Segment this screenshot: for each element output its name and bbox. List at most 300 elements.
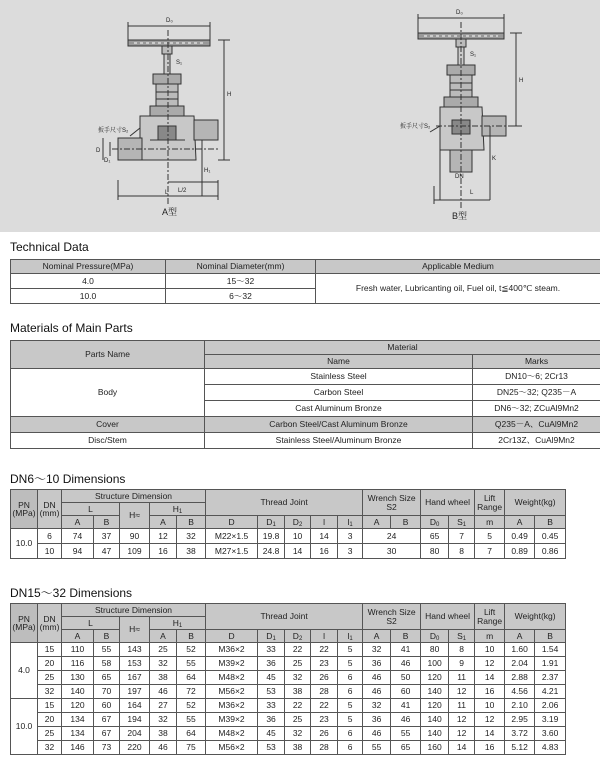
- a-h1-label: H₁: [204, 168, 211, 174]
- table-cell: 167: [120, 671, 150, 685]
- d2-sub: 2: [298, 635, 303, 642]
- d0-sub: 0: [435, 521, 440, 528]
- table-cell: 6: [338, 741, 363, 755]
- table-cell: 140: [62, 685, 94, 699]
- col-d1: [258, 630, 285, 643]
- materials-row: [11, 369, 600, 385]
- col-s1: [449, 630, 475, 643]
- table-cell: 38: [285, 685, 311, 699]
- a-h-label: H: [227, 92, 232, 98]
- table-row: [11, 713, 600, 727]
- table-cell: 140: [421, 713, 449, 727]
- s1-sub: 1: [462, 521, 467, 528]
- table-cell: 46: [363, 727, 391, 741]
- table-cell: 10: [285, 529, 311, 544]
- table-cell: 8: [449, 643, 475, 657]
- table-cell: 45: [258, 727, 285, 741]
- col-l1: [338, 630, 363, 643]
- table-cell: 32: [285, 671, 311, 685]
- dim-header-row-3: [11, 630, 600, 643]
- materials-cell: Carbon Steel: [205, 385, 473, 401]
- technical-data-title: Technical Data: [10, 240, 89, 254]
- tech-medium-value: Fresh water, Lubricanting oil, Fuel oil, t≦400℃ steam.: [316, 274, 600, 304]
- materials-cell: DN6～32; ZCuAl9Mn2: [473, 401, 600, 417]
- table-cell: 22: [285, 699, 311, 713]
- table-row: [11, 529, 600, 544]
- table-cell: 153: [120, 657, 150, 671]
- table-cell: 2.37: [535, 671, 566, 685]
- d2-sub: 2: [298, 521, 303, 528]
- lift-label-2: Range: [477, 501, 503, 512]
- table-row: [11, 727, 600, 741]
- table-cell: 5: [338, 713, 363, 727]
- table-cell: 110: [62, 643, 94, 657]
- h-header: H≈: [120, 617, 150, 643]
- s1-sub: 1: [462, 635, 467, 642]
- tech-header-diameter: Nominal Diameter(mm): [166, 260, 316, 274]
- table-cell: 23: [311, 713, 338, 727]
- table-cell: M48×2: [206, 671, 258, 685]
- materials-cover-row: [11, 417, 600, 433]
- materials-cell: Q235－A、CuAl9Mn2: [473, 417, 600, 433]
- table-cell: 47: [94, 544, 120, 559]
- table-cell: 28: [311, 741, 338, 755]
- table-cell: M22×1.5: [206, 529, 258, 544]
- table-cell: 16: [150, 544, 177, 559]
- table-cell: 130: [62, 671, 94, 685]
- col-l: l: [311, 630, 338, 643]
- table-cell: 67: [94, 727, 120, 741]
- a-l-label: L: [165, 190, 169, 196]
- pn-unit: (MPa): [12, 622, 36, 632]
- table-cell: 11: [449, 699, 475, 713]
- table-cell: 46: [150, 741, 177, 755]
- col-a: A: [62, 630, 94, 643]
- table-cell: 25: [285, 657, 311, 671]
- wrench-sub: S2: [386, 615, 397, 626]
- table-cell: M36×2: [206, 643, 258, 657]
- table-cell: 45: [258, 671, 285, 685]
- l1-sub: 1: [349, 521, 353, 528]
- b-dn-label: DN: [455, 174, 464, 180]
- technical-data-table: [10, 259, 600, 304]
- table-cell: 3.72: [505, 727, 535, 741]
- table-cell: 164: [120, 699, 150, 713]
- table-cell: 160: [421, 741, 449, 755]
- table-cell: 12: [475, 713, 505, 727]
- table-cell: 52: [177, 643, 206, 657]
- table-cell: 7: [449, 529, 475, 544]
- table-cell: 20: [38, 713, 62, 727]
- dim-header-row-1: [11, 490, 600, 503]
- materials-body-cell: Body: [11, 369, 205, 417]
- d1-label: D: [266, 630, 273, 641]
- wrench-label: Wrench Size: [367, 607, 416, 617]
- wrench-header: [363, 490, 421, 516]
- table-cell: 15: [38, 699, 62, 713]
- table-cell: 22: [311, 699, 338, 713]
- col-b: B: [94, 630, 120, 643]
- materials-disc-row: [11, 433, 600, 449]
- table-cell: 80: [421, 544, 449, 559]
- d0-label: D: [429, 630, 436, 641]
- table-cell: 60: [94, 699, 120, 713]
- table-cell: 36: [258, 657, 285, 671]
- table-cell: 36: [258, 713, 285, 727]
- table-cell: 4.83: [535, 741, 566, 755]
- col-b: B: [535, 516, 566, 529]
- pn-label: PN: [18, 499, 30, 510]
- table-cell: M56×2: [206, 741, 258, 755]
- lift-label-2: Range: [477, 615, 503, 626]
- materials-table: [10, 340, 600, 449]
- table-cell: 27: [150, 699, 177, 713]
- table-cell: 25: [285, 713, 311, 727]
- tech-pressure-10: 10.0: [11, 289, 166, 304]
- table-cell: 204: [120, 727, 150, 741]
- col-d: D: [206, 516, 258, 529]
- table-cell: 14: [285, 544, 311, 559]
- tech-header-medium: Applicable Medium: [316, 260, 600, 274]
- table-cell: 2.95: [505, 713, 535, 727]
- col-a: A: [505, 516, 535, 529]
- table-cell: 12: [449, 727, 475, 741]
- table-cell: 32: [38, 685, 62, 699]
- col-d1: [258, 516, 285, 529]
- h1-sub: 1: [178, 622, 183, 629]
- table-cell: 32: [363, 699, 391, 713]
- table-cell: 32: [150, 713, 177, 727]
- a-l2-label: L/2: [178, 188, 187, 194]
- table-cell: 116: [62, 657, 94, 671]
- table-cell: 16: [475, 741, 505, 755]
- materials-cell: DN25～32; Q235－A: [473, 385, 600, 401]
- table-cell: 72: [177, 685, 206, 699]
- table-cell: 5: [338, 657, 363, 671]
- table-cell: 5.12: [505, 741, 535, 755]
- a-d1-label: D₁: [104, 158, 111, 164]
- d1-sub: 1: [272, 635, 276, 642]
- pn-value: 10.0: [11, 529, 38, 559]
- table-cell: 65: [94, 671, 120, 685]
- s1-label: S: [457, 630, 463, 641]
- table-cell: 46: [391, 657, 421, 671]
- materials-header-parts: Parts Name: [11, 341, 205, 369]
- table-cell: 2.10: [505, 699, 535, 713]
- table-cell: 46: [363, 671, 391, 685]
- table-cell: 94: [62, 544, 94, 559]
- structure-header: Structure Dimension: [62, 604, 206, 617]
- table-cell: 75: [177, 741, 206, 755]
- table-cell: 16: [475, 685, 505, 699]
- dn-label: DN: [43, 499, 56, 510]
- table-cell: 140: [421, 685, 449, 699]
- tech-pressure-4: 4.0: [11, 274, 166, 289]
- table-cell: 32: [38, 741, 62, 755]
- table-cell: 73: [94, 741, 120, 755]
- table-cell: 143: [120, 643, 150, 657]
- table-cell: 22: [311, 643, 338, 657]
- table-cell: 25: [150, 643, 177, 657]
- l1-label: l: [347, 630, 350, 641]
- table-cell: 55: [363, 741, 391, 755]
- h1-label: H: [172, 503, 179, 514]
- table-cell: 74: [62, 529, 94, 544]
- b-d0-label: D₀: [456, 10, 463, 16]
- table-cell: 53: [258, 741, 285, 755]
- tech-row-1: [11, 274, 600, 289]
- table-cell: M39×2: [206, 657, 258, 671]
- table-cell: 2.88: [505, 671, 535, 685]
- h1-label: H: [172, 617, 179, 628]
- table-cell: 32: [150, 657, 177, 671]
- h1-header: [150, 617, 206, 630]
- table-cell: 8: [449, 544, 475, 559]
- table-cell: 32: [363, 643, 391, 657]
- table-cell: 2.04: [505, 657, 535, 671]
- materials-cell: DN10～6; 2Cr13: [473, 369, 600, 385]
- col-a: A: [150, 630, 177, 643]
- table-cell: 80: [421, 643, 449, 657]
- weight-header: Weight(kg): [505, 490, 566, 516]
- table-cell: 7: [475, 544, 505, 559]
- col-b: B: [94, 516, 120, 529]
- table-cell: 36: [363, 657, 391, 671]
- table-cell: 3.60: [535, 727, 566, 741]
- table-cell: 46: [150, 685, 177, 699]
- table-cell: 0.89: [505, 544, 535, 559]
- col-s1: [449, 516, 475, 529]
- table-row: [11, 544, 600, 559]
- table-cell: 4.56: [505, 685, 535, 699]
- table-cell: 38: [150, 727, 177, 741]
- table-cell: 53: [258, 685, 285, 699]
- table-cell: 0.49: [505, 529, 535, 544]
- col-d2: [285, 516, 311, 529]
- table-row: [11, 671, 600, 685]
- table-cell: 5: [475, 529, 505, 544]
- table-cell: 14: [475, 727, 505, 741]
- d0-sub: 0: [435, 635, 440, 642]
- col-b: B: [391, 516, 421, 529]
- table-cell: M48×2: [206, 727, 258, 741]
- table-cell: 24.8: [258, 544, 285, 559]
- col-b: B: [391, 630, 421, 643]
- table-cell: 120: [421, 699, 449, 713]
- materials-cell: Carbon Steel/Cast Aluminum Bronze: [205, 417, 473, 433]
- table-cell: 134: [62, 713, 94, 727]
- table-cell: 140: [421, 727, 449, 741]
- materials-header-material: Material: [205, 341, 600, 355]
- h-header: H≈: [120, 503, 150, 529]
- wrench-label: Wrench Size: [367, 493, 416, 503]
- table-cell: 1.54: [535, 643, 566, 657]
- d2-label: D: [292, 516, 299, 527]
- col-b: B: [177, 516, 206, 529]
- table-cell: 55: [391, 727, 421, 741]
- table-cell: 12: [449, 713, 475, 727]
- thread-header: Thread Joint: [206, 604, 363, 630]
- table-cell: 50: [391, 671, 421, 685]
- tech-header-row: [11, 260, 600, 274]
- table-cell: 0.86: [535, 544, 566, 559]
- pn-header: [11, 604, 38, 643]
- h1-header: [150, 503, 206, 516]
- lift-header: [475, 604, 505, 630]
- table-cell: 90: [120, 529, 150, 544]
- table-cell: 25: [38, 727, 62, 741]
- table-cell: 14: [475, 671, 505, 685]
- table-cell: 3.19: [535, 713, 566, 727]
- table-cell: 120: [421, 671, 449, 685]
- pn-value: 10.0: [11, 699, 38, 755]
- b-h-label: H: [519, 78, 524, 84]
- table-cell: 23: [311, 657, 338, 671]
- table-row: [11, 657, 600, 671]
- table-cell: 26: [311, 671, 338, 685]
- dim-header-row-1: [11, 604, 600, 617]
- table-cell: 0.45: [535, 529, 566, 544]
- table-cell: 70: [94, 685, 120, 699]
- table-cell: 3: [338, 544, 363, 559]
- table-cell: 14: [449, 741, 475, 755]
- table-cell: 65: [391, 741, 421, 755]
- table-cell: 38: [177, 544, 206, 559]
- table-cell: 16: [311, 544, 338, 559]
- valve-drawings-figure: [0, 0, 600, 232]
- col-a: A: [505, 630, 535, 643]
- col-a: A: [363, 516, 391, 529]
- thread-header: Thread Joint: [206, 490, 363, 516]
- dn15-32-title: DN15～32 Dimensions: [10, 586, 133, 600]
- table-cell: 58: [94, 657, 120, 671]
- table-cell: 38: [150, 671, 177, 685]
- table-cell: 38: [285, 741, 311, 755]
- table-cell: 12: [449, 685, 475, 699]
- table-cell: 55: [177, 657, 206, 671]
- table-cell: 146: [62, 741, 94, 755]
- d0-label: D: [429, 516, 436, 527]
- materials-cell: 2Cr13Z、CuAl9Mn2: [473, 433, 600, 449]
- col-a: A: [62, 516, 94, 529]
- weight-header: Weight(kg): [505, 604, 566, 630]
- b-s1-label: S₁: [470, 52, 477, 58]
- table-cell: 1.60: [505, 643, 535, 657]
- table-cell: 194: [120, 713, 150, 727]
- l-header: L: [62, 617, 120, 630]
- table-cell: M27×1.5: [206, 544, 258, 559]
- b-k-label: K: [492, 156, 497, 162]
- dim-header-row-3: [11, 516, 600, 529]
- table-cell: 41: [391, 699, 421, 713]
- a-type-caption: A型: [162, 207, 178, 217]
- materials-cell: Disc/Stem: [11, 433, 205, 449]
- dn-header: [38, 604, 62, 643]
- s1-label: S: [457, 516, 463, 527]
- dn6-10-title: DN6～10 Dimensions: [10, 472, 126, 486]
- table-cell: 64: [177, 671, 206, 685]
- table-cell: 55: [94, 643, 120, 657]
- wrench-size-value: 24: [363, 529, 421, 544]
- pn-value: 4.0: [11, 643, 38, 699]
- col-d2: [285, 630, 311, 643]
- table-cell: 52: [177, 699, 206, 713]
- type-b-valve-drawing: [418, 14, 522, 210]
- dn6-10-table: [10, 489, 600, 559]
- tech-diameter-15-32: 15～32: [166, 274, 316, 289]
- materials-header-name: Name: [205, 355, 473, 369]
- table-cell: 22: [285, 643, 311, 657]
- dn-header: [38, 490, 62, 529]
- b-handle-note: 扳手尺寸S₂: [400, 124, 431, 130]
- table-cell: 33: [258, 699, 285, 713]
- table-cell: 6: [338, 671, 363, 685]
- table-cell: 32: [177, 529, 206, 544]
- h1-sub: 1: [178, 508, 183, 515]
- lift-label: Lift: [483, 607, 496, 617]
- dn15-32-table: [10, 603, 600, 755]
- table-cell: 32: [285, 727, 311, 741]
- table-cell: 67: [94, 713, 120, 727]
- table-cell: M39×2: [206, 713, 258, 727]
- table-cell: 6: [338, 727, 363, 741]
- table-cell: 37: [94, 529, 120, 544]
- table-cell: 64: [177, 727, 206, 741]
- table-cell: 11: [449, 671, 475, 685]
- tech-diameter-6-32: 6～32: [166, 289, 316, 304]
- table-cell: 6: [338, 685, 363, 699]
- table-cell: 2.06: [535, 699, 566, 713]
- table-cell: M56×2: [206, 685, 258, 699]
- table-cell: 33: [258, 643, 285, 657]
- table-cell: 5: [338, 699, 363, 713]
- a-handle-note: 扳手尺寸S₂: [98, 128, 129, 134]
- dn-unit: (mm): [39, 508, 60, 518]
- table-cell: 15: [38, 643, 62, 657]
- materials-header-marks: Marks: [473, 355, 600, 369]
- col-m: m: [475, 516, 505, 529]
- table-cell: 46: [363, 685, 391, 699]
- table-cell: 3: [338, 529, 363, 544]
- table-cell: 100: [421, 657, 449, 671]
- table-cell: 4.21: [535, 685, 566, 699]
- dn-label: DN: [43, 613, 56, 624]
- valve-drawings-svg: [0, 0, 600, 232]
- table-cell: 9: [449, 657, 475, 671]
- col-b: B: [177, 630, 206, 643]
- col-d: D: [206, 630, 258, 643]
- table-cell: 134: [62, 727, 94, 741]
- l1-label: l: [347, 516, 350, 527]
- table-cell: 109: [120, 544, 150, 559]
- materials-cell: Stainless Steel: [205, 369, 473, 385]
- wrench-header: [363, 604, 421, 630]
- table-cell: 25: [38, 671, 62, 685]
- table-cell: M36×2: [206, 699, 258, 713]
- handwheel-header: Hand wheel: [421, 604, 475, 630]
- type-a-valve-drawing: [103, 22, 230, 205]
- d1-label: D: [266, 516, 273, 527]
- table-cell: 60: [391, 685, 421, 699]
- l1-sub: 1: [349, 635, 353, 642]
- col-a: A: [150, 516, 177, 529]
- table-cell: 10: [475, 699, 505, 713]
- materials-cell: Stainless Steel/Aluminum Bronze: [205, 433, 473, 449]
- col-d0: [421, 630, 449, 643]
- table-cell: 6: [38, 529, 62, 544]
- table-row: [11, 699, 600, 713]
- col-b: B: [535, 630, 566, 643]
